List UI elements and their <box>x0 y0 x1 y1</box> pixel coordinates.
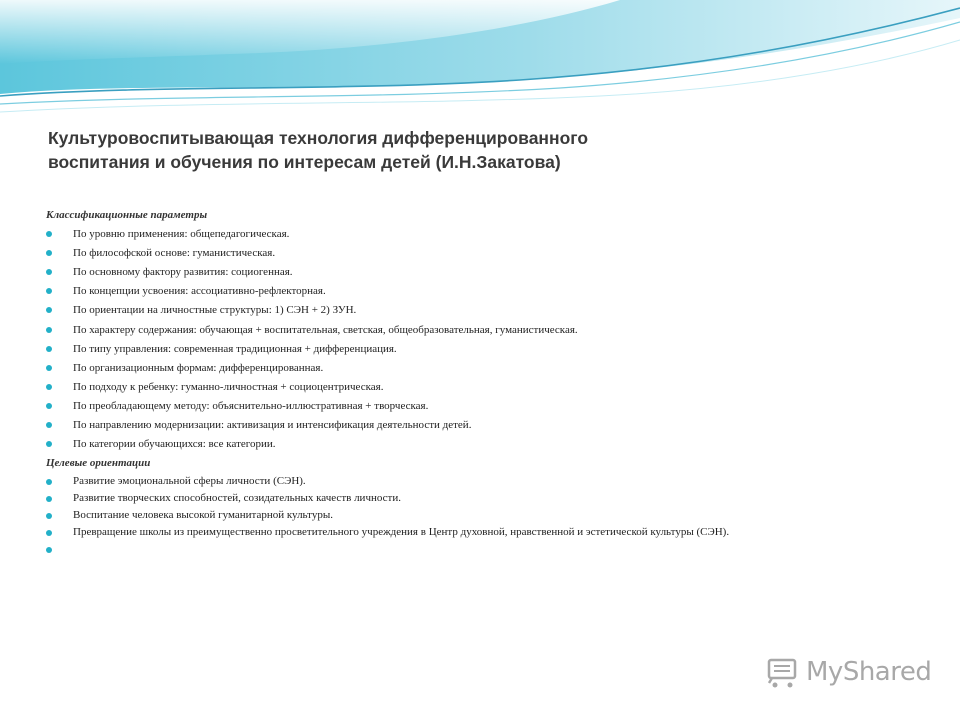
list-item: По подходу к ребенку: гуманно-личностная + социоцентрическая. <box>46 378 806 397</box>
list-item: Превращение школы из преимущественно просветительного учреждения в Центр духовной, нравственной и эстетической культуры (СЭН). <box>46 524 806 541</box>
bullet-icon <box>46 327 52 333</box>
list-item: Развитие творческих способностей, созидательных качеств личности. <box>46 490 806 507</box>
decorative-wave <box>0 0 960 130</box>
list-item: По организационным формам: дифференцированная. <box>46 359 806 378</box>
bullet-icon <box>46 307 52 313</box>
list-item: По философской основе: гуманистическая. <box>46 244 806 263</box>
bullet-icon <box>46 441 52 447</box>
shopping-cart-icon <box>766 655 800 689</box>
list-item: По преобладающему методу: объяснительно-иллюстративная + творческая. <box>46 397 806 416</box>
section-classification <box>46 206 806 454</box>
watermark-text: MyShared <box>806 657 932 687</box>
bullet-icon <box>46 269 52 275</box>
bullet-icon <box>46 547 52 553</box>
list-item: По уровню применения: общепедагогическая. <box>46 225 806 244</box>
classification-list <box>46 225 806 454</box>
bullet-icon <box>46 513 52 519</box>
bullet-icon <box>46 403 52 409</box>
bullet-icon <box>46 365 52 371</box>
bullet-icon <box>46 231 52 237</box>
bullet-icon <box>46 479 52 485</box>
list-item: По направлению модернизации: активизация и интенсификация деятельности детей. <box>46 416 806 435</box>
bullet-icon <box>46 422 52 428</box>
list-item <box>46 541 806 560</box>
bullet-icon <box>46 496 52 502</box>
bullet-icon <box>46 250 52 256</box>
myshared-watermark <box>766 655 931 689</box>
list-item: По основному фактору развития: социогенная. <box>46 263 806 282</box>
bullet-icon <box>46 530 52 536</box>
bullet-icon <box>46 288 52 294</box>
list-item: Воспитание человека высокой гуманитарной культуры. <box>46 507 806 524</box>
slide-title <box>48 126 688 174</box>
list-item: По ориентации на личностные структуры: 1) СЭН + 2) ЗУН. <box>46 301 806 320</box>
list-item: По характеру содержания: обучающая + воспитательная, светская, общеобразовательная, гуманистическая. <box>46 321 806 340</box>
title-line-1: Культуровоспитывающая технология дифференцированного <box>48 128 589 148</box>
list-item: По типу управления: современная традиционная + дифференциация. <box>46 340 806 359</box>
list-item: Развитие эмоциональной сферы личности (СЭН). <box>46 473 806 490</box>
slide-content <box>46 206 806 560</box>
section-heading: Целевые ориентации <box>46 457 151 470</box>
list-item: По категории обучающихся: все категории. <box>46 435 806 454</box>
bullet-icon <box>46 346 52 352</box>
goals-list <box>46 473 806 560</box>
list-item: По концепции усвоения: ассоциативно-рефлекторная. <box>46 282 806 301</box>
bullet-icon <box>46 384 52 390</box>
title-line-2: воспитания и обучения по интересам детей (И.Н.Закатова) <box>48 152 561 172</box>
section-goals <box>46 454 806 560</box>
section-heading: Классификационные параметры <box>46 209 208 221</box>
